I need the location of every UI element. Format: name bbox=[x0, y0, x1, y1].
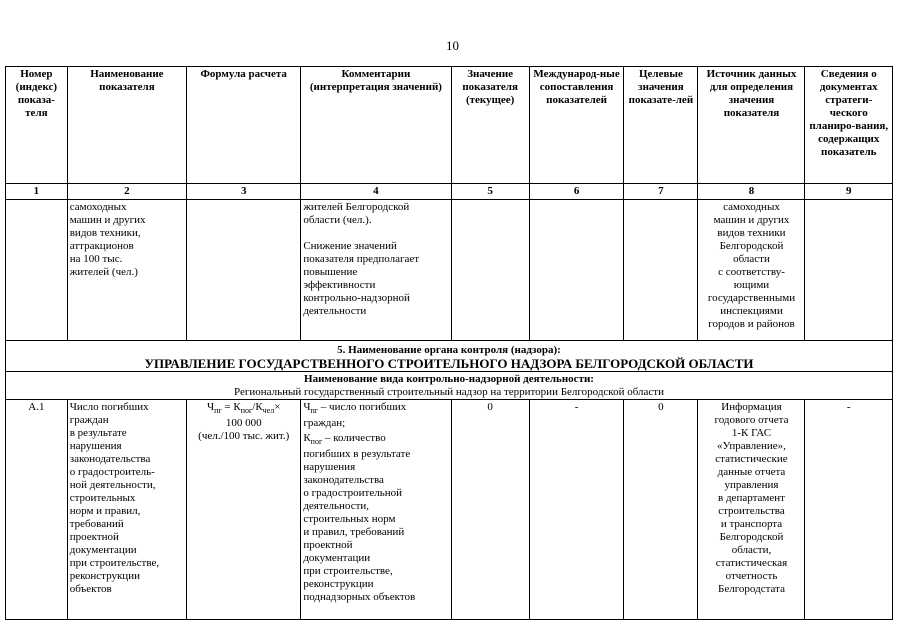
header-cell-index: Номер (индекс) показа-теля bbox=[6, 67, 68, 184]
header-cell-target: Целевые значения показате-лей bbox=[624, 67, 698, 184]
column-number: 4 bbox=[301, 184, 451, 200]
header-cell-comment: Комментарии (интерпретация значений) bbox=[301, 67, 451, 184]
section-row bbox=[6, 341, 893, 372]
column-number: 2 bbox=[67, 184, 186, 200]
header-cell-value: Значение показателя (текущее) bbox=[451, 67, 529, 184]
activity-name: Региональный государственный строительный надзор на территории Белгородской области bbox=[234, 386, 664, 398]
indicator-name: Число погибших граждан в результате нарушения законодательства о градостроитель- ной деятельности, строительных норм и правил, требований проектной документации при строительстве, реконструкции объектов bbox=[67, 400, 186, 620]
column-number: 8 bbox=[698, 184, 805, 200]
header-cell-formula: Формула расчета bbox=[187, 67, 301, 184]
cont-comment: жителей Белгородской области (чел.). Снижение значений показателя предполагает повышение эффективности контрольно-надзорной деятельности bbox=[301, 200, 451, 341]
column-number: 5 bbox=[451, 184, 529, 200]
section-heading: 5. Наименование органа контроля (надзора): bbox=[337, 344, 561, 356]
activity-heading: Наименование вида контрольно-надзорной деятельности: bbox=[304, 373, 594, 385]
header-cell-strategic-docs: Сведения о документах стратеги-ческого планиро-вания, содержащих показатель bbox=[805, 67, 893, 184]
indicator-comment: $Ч_{пг}$ – число погибших граждан; $К_{пог}$ – количество погибших в результате нарушения законодательства о градостроительной деятельности, строительных норм и правил, требований проектной документации при строительстве, реконструкции поднадзорных объектов bbox=[301, 400, 451, 620]
international-comparison: - bbox=[529, 400, 624, 620]
header-cell-international: Международ-ные сопоставления показателей bbox=[529, 67, 624, 184]
header-row bbox=[6, 67, 893, 184]
data-source: Информация годового отчета 1-К ГАС «Управление», статистические данные отчета управления в департамент строительства и транспорта Белгородской области, статистическая отчетность Белгородстата bbox=[698, 400, 805, 620]
cont-indicator-name: самоходных машин и других видов техники, аттракционов на 100 тыс. жителей (чел.) bbox=[67, 200, 186, 341]
indicator-index: А.1 bbox=[6, 400, 68, 620]
column-number: 1 bbox=[6, 184, 68, 200]
header-cell-source: Источник данных для определения значения показателя bbox=[698, 67, 805, 184]
target-value: 0 bbox=[624, 400, 698, 620]
formula: $Ч_{пг} = К_{пог}/К_{чел}\times$ 100 000 (чел./100 тыс. жит.) bbox=[187, 400, 301, 620]
cont-source: самоходных машин и других видов техники Белгородской области с соответству- ющими государственными инспекциями городов и районов bbox=[698, 200, 805, 341]
column-number: 6 bbox=[529, 184, 624, 200]
current-value: 0 bbox=[451, 400, 529, 620]
column-number: 7 bbox=[624, 184, 698, 200]
header-cell-name: Наименование показателя bbox=[67, 67, 186, 184]
table-row bbox=[6, 400, 893, 620]
indicators-table bbox=[5, 66, 893, 620]
control-body-name: УПРАВЛЕНИЕ ГОСУДАРСТВЕННОГО СТРОИТЕЛЬНОГО НАДЗОРА БЕЛГОРОДСКОЙ ОБЛАСТИ bbox=[144, 356, 754, 371]
column-number: 9 bbox=[805, 184, 893, 200]
column-number-row bbox=[6, 184, 893, 200]
page-number: 10 bbox=[446, 38, 459, 53]
strategic-docs: - bbox=[805, 400, 893, 620]
activity-row bbox=[6, 372, 893, 400]
column-number: 3 bbox=[187, 184, 301, 200]
continued-row bbox=[6, 200, 893, 341]
